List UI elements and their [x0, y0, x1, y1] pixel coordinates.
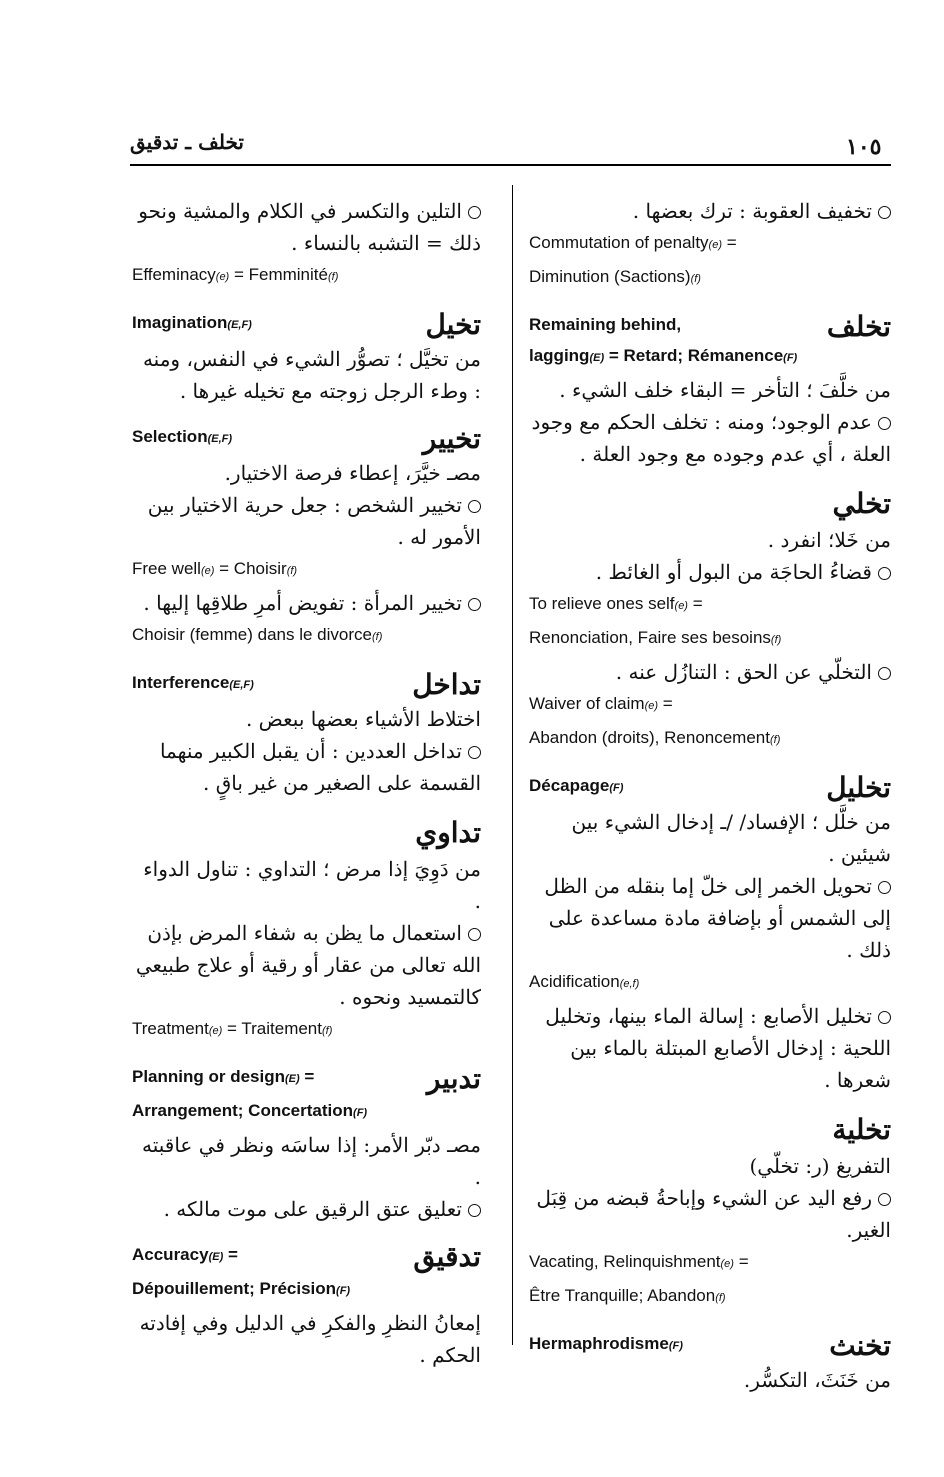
entry-effeminacy: [132, 195, 481, 293]
headword: تخنث: [829, 1329, 891, 1362]
entry-takhlil: [529, 770, 891, 1096]
english-term: lagging(E) = Retard; Rémanence(F): [529, 346, 798, 365]
definition: اختلاط الأشياء بعضها ببعض .: [245, 707, 481, 731]
bullet-circle-icon: [468, 206, 481, 219]
english-gloss: Acidification(e,f): [529, 972, 640, 991]
french-term: Arrangement; Concertation(F): [132, 1101, 368, 1120]
sense-line: تعليق عتق الرقيق على موت مالكه .: [132, 1193, 481, 1225]
bullet-circle-icon: [468, 746, 481, 759]
english-term: Remaining behind,: [529, 315, 682, 334]
english-term: Selection(E,F): [132, 427, 233, 446]
bullet-circle-icon: [878, 567, 891, 580]
entry-tadqiq: [132, 1239, 481, 1371]
bullet-circle-icon: [468, 598, 481, 611]
english-gloss: Effeminacy(e) = Femminité(f): [132, 265, 339, 284]
entry-takhalluf: [529, 309, 891, 470]
french-gloss: Abandon (droits), Renoncement(f): [529, 728, 781, 747]
header-rule: [130, 164, 891, 166]
definition: من خَنَثَ، التكسُّر.: [743, 1368, 891, 1392]
bullet-circle-icon: [878, 1011, 891, 1024]
headword: تخلف: [826, 310, 891, 343]
definition: من خلَّفَ ؛ التأخر = البقاء خلف الشيء .: [559, 378, 891, 402]
english-term: Planning or design(E) =: [132, 1067, 315, 1086]
entry-takhyir: [132, 421, 481, 653]
bullet-circle-icon: [468, 928, 481, 941]
sense-line: التلين والتكسر في الكلام والمشية ونحو ذلك = التشبه بالنساء .: [138, 199, 481, 255]
english-gloss: Commutation of penalty(e) =: [529, 233, 737, 252]
headword: تخليل: [826, 771, 891, 804]
english-gloss: Free well(e) = Choisir(f): [132, 559, 298, 578]
french-gloss: Choisir (femme) dans le divorce(f): [132, 625, 383, 644]
headword: تخيير: [422, 422, 481, 455]
entry-tadbir: [132, 1061, 481, 1225]
column-divider: [512, 185, 513, 1345]
definition: إمعانُ النظرِ والفكرِ في الدليل وفي إفادته الحكم .: [139, 1311, 481, 1367]
bullet-circle-icon: [468, 500, 481, 513]
sense-line: استعمال ما يظن به شفاء المرض بإذن الله تعالى من عقار أو رقية أو علاج طبيعي كالتمسيد ونحوه .: [135, 921, 481, 1009]
headword: تداخل: [412, 668, 481, 701]
headword: تدبير: [426, 1062, 481, 1095]
english-gloss: To relieve ones self(e) =: [529, 594, 703, 613]
french-gloss: Diminution (Sactions)(f): [529, 267, 701, 286]
page-number: ١٠٥: [846, 134, 882, 160]
bullet-circle-icon: [878, 417, 891, 430]
bullet-circle-icon: [878, 1193, 891, 1206]
entry-takhayyul: [132, 307, 481, 407]
headword: تخلية: [832, 1113, 891, 1146]
sense-line: تداخل العددين : أن يقبل الكبير منهما القسمة على الصغير من غير باقٍ .: [159, 739, 481, 795]
french-gloss: Renonciation, Faire ses besoins(f): [529, 628, 782, 647]
sense-line: التخلّي عن الحق : التنازُل عنه .: [529, 656, 891, 688]
bullet-circle-icon: [878, 667, 891, 680]
sense-line: عدم الوجود؛ ومنه : تخلف الحكم مع وجود العلة ، أي عدم وجوده مع وجود العلة .: [531, 410, 891, 466]
sense-line: قضاءُ الحاجَة من البول أو الغائط .: [529, 556, 891, 588]
english-gloss: Vacating, Relinquishment(e) =: [529, 1252, 749, 1271]
entry-takhannuth: [529, 1328, 891, 1396]
english-gloss: Treatment(e) = Traitement(f): [132, 1019, 333, 1038]
entry-takhfif: [529, 195, 891, 295]
bullet-circle-icon: [878, 206, 891, 219]
headword: تداوي: [415, 816, 481, 849]
sense-line: تخيير الشخص : جعل حرية الاختيار بين الأمور له .: [147, 493, 481, 549]
headword: تخيل: [425, 308, 481, 341]
right-column: [529, 195, 891, 1410]
english-term: Interference(E,F): [132, 673, 254, 692]
sense-line: تخفيف العقوبة : ترك بعضها .: [529, 195, 891, 227]
headword: تدقيق: [413, 1240, 481, 1273]
definition: من تخيَّل ؛ تصوُّر الشيء في النفس، ومنه : وطء الرجل زوجته مع تخيله غيرها .: [142, 347, 481, 403]
definition: التفريغ (ر: تخلّي): [749, 1154, 891, 1178]
definition: من خَلا؛ انفرد .: [767, 528, 891, 552]
definition: مصـ دبّر الأمر: إذا ساسَه ونظر في عاقبته .: [141, 1133, 481, 1189]
definition: من خلَّل ؛ الإفساد/ /ـ إدخال الشيء بين شيئين .: [571, 810, 891, 866]
headword: تخلي: [832, 487, 891, 520]
sense-line: تخليل الأصابع : إسالة الماء بينها، وتخليل اللحية : إدخال الأصابع المبتلة بالماء بين شعرها .: [545, 1004, 891, 1092]
french-gloss: Être Tranquille; Abandon(f): [529, 1286, 726, 1305]
english-term: Imagination(E,F): [132, 313, 252, 332]
bullet-circle-icon: [468, 1204, 481, 1217]
entry-tadakhul: [132, 667, 481, 799]
entry-tadawi: [132, 813, 481, 1047]
english-term: Accuracy(E) =: [132, 1245, 238, 1264]
english-gloss: Waiver of claim(e) =: [529, 694, 673, 713]
running-title: تخلف ـ تدقيق: [130, 130, 244, 154]
entry-takhalli: [529, 484, 891, 756]
sense-line: رفع اليد عن الشيء وإباحةُ قبضه من قِبَل الغير.: [536, 1186, 891, 1242]
left-column: [132, 195, 481, 1385]
french-term: Décapage(F): [529, 776, 624, 795]
definition: من دَوِيَ إذا مرض ؛ التداوي : تناول الدواء .: [143, 857, 481, 913]
sense-line: تخيير المرأة : تفويض أمرِ طلاقِها إليها .: [132, 587, 481, 619]
sense-line: تحويل الخمر إلى خلّ إما بنقله من الظل إلى الشمس أو بإضافة مادة مساعدة على ذلك .: [544, 874, 891, 962]
entry-takhliya: [529, 1110, 891, 1314]
french-term: Dépouillement; Précision(F): [132, 1279, 351, 1298]
bullet-circle-icon: [878, 881, 891, 894]
french-term: Hermaphrodisme(F): [529, 1334, 683, 1353]
definition: مصـ خيَّرَ، إعطاء فرصة الاختيار.: [224, 461, 481, 485]
